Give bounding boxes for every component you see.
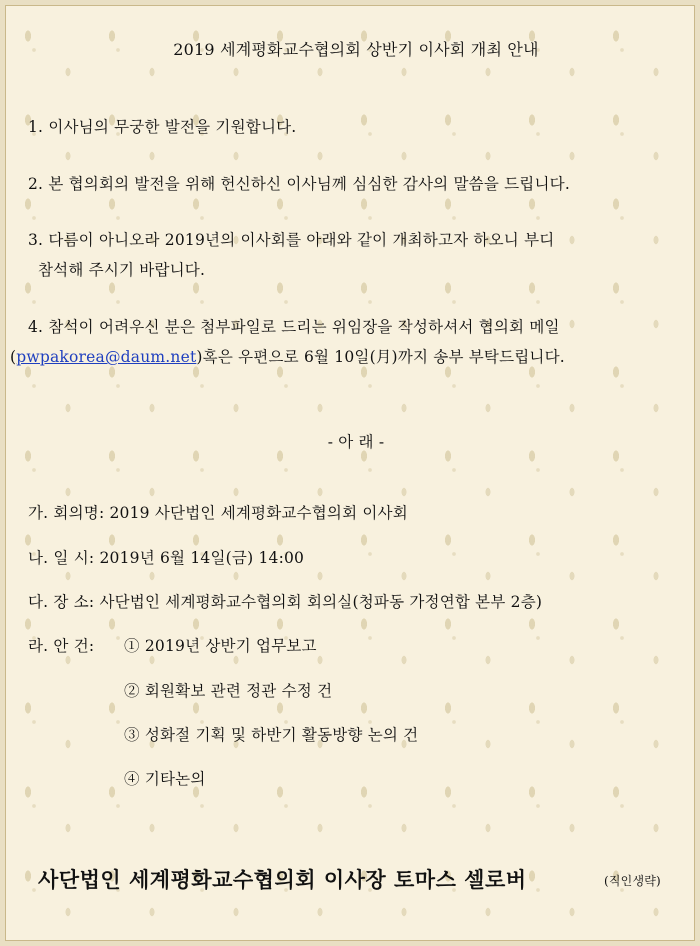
detail-agenda-prefix: 라. 안 건: (28, 637, 95, 655)
paragraph-3-line-2: 참석해 주시기 바랍니다. (38, 261, 206, 279)
paragraph-4-line-2-text: )혹은 우편으로 6월 10일(月)까지 송부 부탁드립니다. (196, 348, 565, 366)
agenda-item: ④ 기타논의 (124, 770, 206, 788)
signature: 사단법인 세계평화교수협의회 이사장 토마스 셀로버 (38, 867, 527, 892)
email-link[interactable]: pwpakorea@daum.net (16, 348, 197, 366)
detail-meeting-name: 가. 회의명: 2019 사단법인 세계평화교수협의회 이사회 (28, 504, 408, 522)
paren-open: ( (10, 348, 17, 366)
paragraph-1: 1. 이사님의 무궁한 발전을 기원합니다. (28, 118, 297, 136)
page-title: 2019 세계평화교수협의회 상반기 이사회 개최 안내 (173, 40, 539, 59)
paragraph-3-line-1: 3. 다름이 아니오라 2019년의 이사회를 아래와 같이 개최하고자 하오니 부디 (28, 231, 555, 249)
detail-datetime: 나. 일 시: 2019년 6월 14일(금) 14:00 (28, 549, 305, 567)
detail-place: 다. 장 소: 사단법인 세계평화교수협의회 회의실(청파동 가정연합 본부 2층) (28, 593, 543, 611)
agenda-item: ① 2019년 상반기 업무보고 (124, 637, 317, 655)
paragraph-4-line-2 (10, 347, 565, 367)
agenda-item: ③ 성화절 기획 및 하반기 활동방향 논의 건 (124, 726, 419, 744)
seal-note: (직인생략) (604, 874, 661, 888)
notice-heading: - 아 래 - (327, 433, 385, 451)
paragraph-4-line-1: 4. 참석이 어려우신 분은 첨부파일로 드리는 위임장을 작성하셔서 협의회 메일 (28, 318, 560, 336)
paragraph-2: 2. 본 협의회의 발전을 위해 헌신하신 이사님께 심심한 감사의 말씀을 드립니다. (28, 175, 570, 193)
agenda-item: ② 회원확보 관련 정관 수정 건 (124, 682, 333, 700)
